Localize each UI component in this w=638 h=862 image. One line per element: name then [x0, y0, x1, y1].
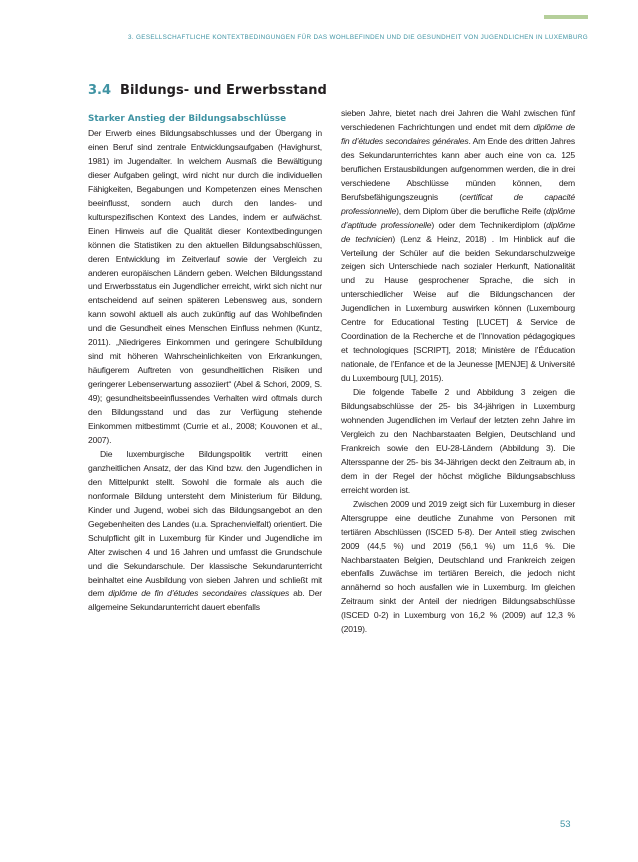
section-title: Bildungs- und Erwerbsstand — [120, 83, 327, 98]
section-number: 3.4 — [88, 83, 112, 98]
paragraph-3-text-b: . Am Ende des dritten Jahres des Sekundarunterrichtes kann aber auch eine von ca. 125 beruflichen Erstausbildungen aufgenommen werden, die in drei verschiedene Abschlüsse münden können, dem Berufsbefähigungszeugnis ( — [341, 135, 575, 202]
paragraph-3-text-a: sieben Jahre, bietet nach drei Jahren die Wahl zwischen fünf verschiedenen Fachrichtungen und endet mit dem — [341, 108, 575, 132]
running-head: 3. GESELLSCHAFTLICHE KONTEXTBEDINGUNGEN FÜR DAS WOHLBEFINDEN UND DIE GESUNDHEIT VON JUGENDLICHEN IN LUXEMBURG — [128, 34, 588, 41]
paragraph-3-italic-1: diplôme de fin d’études secondaires générales — [341, 121, 575, 146]
paragraph-2 — [88, 448, 322, 615]
header-accent-bar — [544, 15, 588, 19]
paragraph-2-italic: diplôme de fin d’études secondaires classiques — [108, 588, 290, 599]
paragraph-3-text-c: ), dem Diplom über die berufliche Reife ( — [396, 205, 547, 216]
paragraph-2-text-a: Die luxemburgische Bildungspolitik vertritt einen ganzheitlichen Ansatz, der das Kind bzw. den Jugendlichen in den Mittelpunkt stellt. Sowohl die formale als auch die nonformale Bildung untersteht dem Ministerium für Bildung, Kinder und Jugend, wobei sich das Bildungsangebot an den Gegebenheiten des Landes (u.a. Sprachenvielfalt) orientiert. Die Schulpflicht gilt in Luxemburg für Kinder und Jugendliche im Alter zwischen 4 und 16 Jahren und umfasst die Grundschule und die Sekundarschule. Der klassische Sekundarunterricht beinhaltet eine Ausbildung von sieben Jahren und schließt mit dem — [88, 448, 322, 599]
page-number: 53 — [560, 819, 571, 830]
left-column — [88, 113, 322, 615]
right-column — [341, 107, 575, 637]
paragraph-3-text-d: ) oder dem Technikerdiplom ( — [431, 219, 547, 230]
paragraph-3-text-e: ) (Lenz & Heinz, 2018) . Im Hinblick auf die Verteilung der Schüler auf die beiden Sekundarschulzweige zeigen sich Unterschiede nach sozialer Herkunft, Nationalität und zu Hause gesprochener Sprache, die sich in unterschiedlicher Weise auf die Bildungschancen der Jugendlichen in Luxemburg auswirken können (Luxembourg Centre for Educational Testing [LUCET] & Service de Coordination de la Recherche et de l’Innovation pédagogiques et technologiques [SCRIPT], 2018; Ministère de l’Éducation nationale, de l’Enfance et de la Jeunesse [MENJE] & Université du Luxembourg [UL], 2015). — [341, 233, 576, 384]
paragraph-5: Zwischen 2009 und 2019 zeigt sich für Luxemburg in dieser Altersgruppe eine deutliche Zunahme von Personen mit tertiären Abschlüssen (ISCED 5-8). Der Anteil stieg zwischen 2009 (44,5 %) und 2019 (56,1 %) um 11,6 %. Die Nachbarstaaten Belgien, Deutschland und Frankreich zeigen ebenfalls Zuwächse im tertiären Bereich, die jedoch nicht annähernd so hoch ausfallen wie in Luxemburg. Im gleichen Zeitraum sinkt der Anteil der niedrigen Bildungsabschlüsse (ISCED 0-2) in Luxemburg von 16,2 % (2009) auf 12,3 % (2019). — [341, 498, 575, 635]
paragraph-3-italic-4: diplôme de technicien — [341, 219, 576, 244]
paragraph-1: Der Erwerb eines Bildungsabschlusses und der Übergang in einen Beruf sind zentrale Entwicklungsaufgaben (Havighurst, 1981) im Jugendalter. In welchem Ausmaß die Bewältigung dieser Aufgaben gelingt, wird nicht nur durch die individuellen Fähigkeiten, Begabungen und Kompetenzen eines Menschen beeinflusst, sondern auch durch den landes- und kulturspezifischen Kontext des Landes, indem er aufwächst. Einen Hinweis auf die Qualität dieser Kontextbedingungen können die Statistiken zu den aktuellen Bildungsabschlüssen, deren Entwicklung im Zeitverlauf sowie der Vergleich zu anderen europäischen Ländern geben. Welchen Bildungsstand und Erwerbsstatus ein Jugendlicher erreicht, wirkt sich nicht nur entscheidend auf seinen späteren Lebensweg aus, sondern kann sowohl aktuell als auch zukünftig auf das Wohlbefinden und die Gesundheit eines Menschen Einfluss nehmen (Kuntz, 2011). „Niedrigeres Einkommen und geringere Schulbildung sind mit höheren Wahrscheinlichkeiten von Erkrankungen, häufigerem Auftreten von gesundheitlichen Risiken und geringerer Lebenserwartung assoziiert“ (Abel & Schori, 2009, S. 49); gesundheitsbeeinflussendes Verhalten wird oftmals durch den Bildungsstand und das zur Verfügung stehende Einkommen mitbestimmt (Currie et al., 2008; Kouvonen et al., 2007). — [88, 128, 322, 445]
section-heading — [88, 83, 327, 98]
paragraph-3-italic-2: certificat de capacité professionnelle — [341, 191, 575, 216]
paragraph-2-text-b: ab. Der allgemeine Sekundarunterricht dauert ebenfalls — [88, 588, 322, 613]
subheading: Starker Anstieg der Bildungsabschlüsse — [88, 114, 287, 124]
paragraph-3 — [341, 107, 575, 386]
paragraph-3-italic-3: diplôme d’aptitude professionelle — [341, 205, 575, 230]
paragraph-4: Die folgende Tabelle 2 und Abbildung 3 zeigen die Bildungsabschlüsse der 25- bis 34-jährigen in Luxemburg wohnenden Jugendlichen im Verlauf der letzten zehn Jahre im Vergleich zu den Nachbarstaaten Belgien, Deutschland und Frankreich sowie den EU-28-Ländern (Abbildung 3). Die Altersspanne der 25- bis 34-Jährigen deckt den Zeitraum ab, in dem in der Regel der höchst mögliche Bildungsabschluss erreicht worden ist. — [341, 387, 575, 495]
